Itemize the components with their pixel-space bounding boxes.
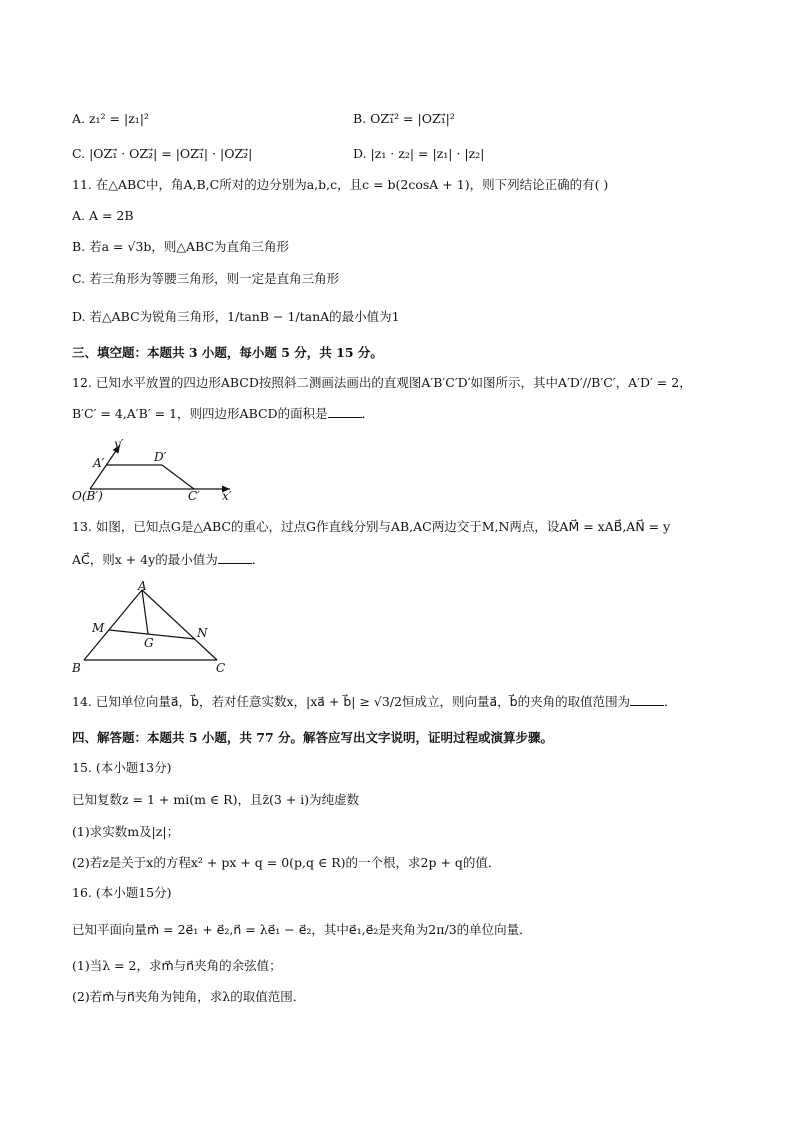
q10-option-a: A. z₁² = |z₁|² <box>72 111 150 126</box>
q12-line2 <box>72 405 374 423</box>
q12-line1: 12. 已知水平放置的四边形ABCD按照斜二测画法画出的直观图A′B′C′D′如图所示，其中A′D′//B′C′，A′D′ = 2， <box>72 375 692 390</box>
q11-option-c: C. 若三角形为等腰三角形，则一定是直角三角形 <box>72 271 340 286</box>
q13-figure <box>68 576 238 676</box>
q14-line <box>72 693 677 711</box>
q10-option-c: C. |OZ₁⃗ · OZ₂⃗| = |OZ₁⃗| · |OZ₂⃗| <box>72 146 253 161</box>
label-b: B <box>72 661 81 675</box>
q10-option-b: B. OZ₁⃗² = |OZ₁⃗|² <box>353 111 455 126</box>
q11-option-a: A. A = 2B <box>72 208 134 223</box>
label-a: A <box>138 579 147 593</box>
median-ag <box>142 590 148 634</box>
label-x: x′ <box>222 489 232 503</box>
q15-stem: 已知复数z = 1 + mi(m ∈ R)，且z̄(3 + i)为纯虚数 <box>72 792 360 807</box>
q12-line2-end: ． <box>361 406 375 421</box>
label-y: y′ <box>114 437 124 451</box>
label-m: M <box>92 621 105 635</box>
label-g: G <box>144 636 154 650</box>
q11-option-b: B. 若a = √3b，则△ABC为直角三角形 <box>72 239 290 254</box>
q13-line1: 13. 如图，已知点G是△ABC的重心，过点G作直线分别与AB,AC两边交于M,N两点，设AM⃗ = xAB⃗,AN⃗ = y <box>72 519 671 534</box>
label-o: O(B′) <box>72 489 103 503</box>
answer-blank <box>630 693 664 706</box>
label-c: C <box>216 661 226 675</box>
q12-figure <box>68 434 243 504</box>
section-3-heading: 三、填空题：本题共 3 小题，每小题 5 分，共 15 分。 <box>72 345 383 360</box>
q16-part2: (2)若m⃗与n⃗夹角为钝角，求λ的取值范围． <box>72 989 306 1004</box>
q14-text: 14. 已知单位向量a⃗，b⃗，若对任意实数x，|xa⃗ + b⃗| ≥ √3/2恒成立，则向量a⃗，b⃗的夹角的取值范围为 <box>72 694 631 709</box>
q15-part2: (2)若z是关于x的方程x² + px + q = 0(p,q ∈ R)的一个根，求2p + q的值． <box>72 855 501 870</box>
label-d: D′ <box>154 450 167 464</box>
label-c: C′ <box>188 489 200 503</box>
q16-stem: 已知平面向量m⃗ = 2e⃗₁ + e⃗₂,n⃗ = λe⃗₁ − e⃗₂，其中e⃗₁,e⃗₂是夹角为2π/3的单位向量． <box>72 922 532 937</box>
q11-stem: 11. 在△ABC中，角A,B,C所对的边分别为a,b,c，且c = b(2cosA + 1)，则下列结论正确的有( ) <box>72 177 609 192</box>
q12-line2-text: B′C′ = 4,A′B′ = 1，则四边形ABCD的面积是 <box>72 406 328 421</box>
q13-line2-end: ． <box>251 552 265 567</box>
answer-blank <box>218 551 252 564</box>
q11-option-d: D. 若△ABC为锐角三角形，1/tanB − 1/tanA的最小值为1 <box>72 309 400 324</box>
q15-header: 15. (本小题13分) <box>72 760 172 775</box>
q15-part1: (1)求实数m及|z|； <box>72 824 180 839</box>
q10-option-d: D. |z₁ · z₂| = |z₁| · |z₂| <box>353 146 485 161</box>
label-n: N <box>197 626 208 640</box>
label-a: A′ <box>93 456 105 470</box>
segment-dc <box>162 465 194 489</box>
q16-part1: (1)当λ = 2，求m⃗与n⃗夹角的余弦值； <box>72 958 282 973</box>
q14-end: ． <box>664 694 677 709</box>
q13-line2-text: AC⃗，则x + 4y的最小值为 <box>72 552 218 567</box>
q16-header: 16. (本小题15分) <box>72 885 172 900</box>
answer-blank <box>328 405 362 418</box>
q13-line2 <box>72 551 264 569</box>
section-4-heading: 四、解答题：本题共 5 小题，共 77 分。解答应写出文字说明，证明过程或演算步骤。 <box>72 730 554 745</box>
